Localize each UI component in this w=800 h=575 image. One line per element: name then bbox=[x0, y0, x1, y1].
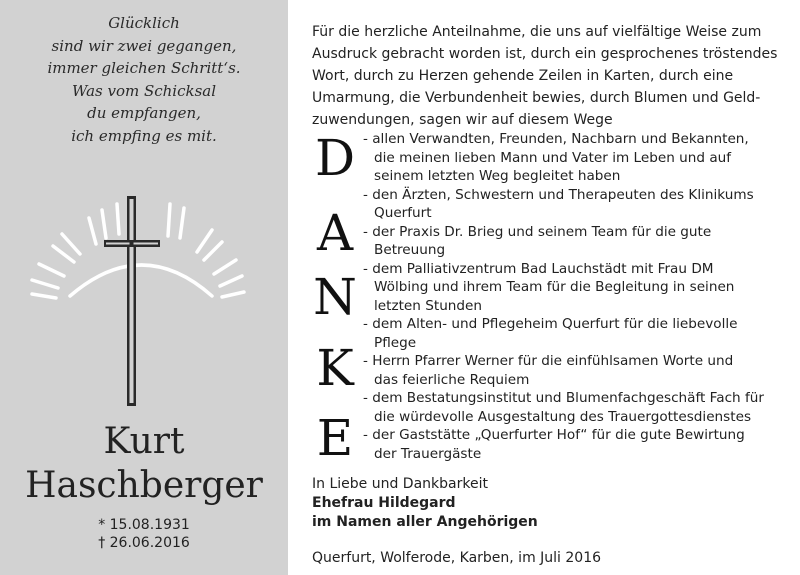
thanks-item-cont: seinem letzten Weg begleitet haben bbox=[374, 168, 621, 184]
thanks-list bbox=[363, 130, 793, 463]
signatory-wife: Ehefrau Hildegard bbox=[312, 495, 456, 511]
intro-text bbox=[312, 21, 792, 131]
thanks-item: - Herrn Pfarrer Werner für die einfühlsamen Worte und bbox=[363, 353, 734, 369]
deceased-last-name: Haschberger bbox=[25, 465, 263, 506]
intro-line: Für die herzliche Anteilnahme, die uns auf vielfältige Weise zum bbox=[312, 24, 762, 40]
thanks-item: - allen Verwandten, Freunden, Nachbarn und Bekannten, bbox=[363, 131, 749, 147]
closing-block bbox=[312, 475, 792, 568]
poem-line: Was vom Schicksal bbox=[71, 81, 217, 100]
poem-line: Glücklich bbox=[108, 14, 180, 32]
thanks-item-cont: die meinen lieben Mann und Vater im Leben und auf bbox=[374, 149, 732, 166]
poem-line: immer gleichen Schritt‘s. bbox=[47, 59, 241, 77]
intro-line: zuwendungen, sagen wir auf diesem Wege bbox=[312, 112, 613, 128]
closing-line: In Liebe und Dankbarkeit bbox=[312, 476, 488, 492]
thanks-item-cont: Betreuung bbox=[374, 242, 446, 258]
thanks-item-cont: Pflege bbox=[374, 334, 417, 351]
danke-letter-e: E bbox=[316, 409, 354, 467]
thanks-item-cont: der Trauergäste bbox=[374, 445, 482, 462]
thanks-item: - der Praxis Dr. Brieg und seinem Team für die gute bbox=[363, 223, 712, 240]
thanks-item: - dem Alten- und Pflegeheim Querfurt für die liebevolle bbox=[363, 316, 738, 332]
poem bbox=[0, 12, 288, 147]
poem-line: ich empfing es mit. bbox=[71, 126, 217, 145]
left-panel bbox=[0, 0, 288, 575]
thanks-item-cont: letzten Stunden bbox=[374, 297, 483, 314]
danke-letter-d: D bbox=[314, 129, 356, 187]
thanks-item: - dem Bestatungsinstitut und Blumenfachgeschäft Fach für bbox=[363, 390, 764, 406]
danke-letter-n: N bbox=[313, 268, 357, 326]
death-date: † 26.06.2016 bbox=[98, 535, 190, 551]
thanks-item-cont: das feierliche Requiem bbox=[374, 371, 530, 388]
intro-line: Wort, durch zu Herzen gehende Zeilen in Karten, durch eine bbox=[312, 68, 734, 84]
birth-date: * 15.08.1931 bbox=[98, 517, 190, 533]
cross-sunrise-icon bbox=[22, 196, 262, 406]
intro-line: Ausdruck gebracht worden ist, durch ein gesprochenes tröstendes bbox=[312, 46, 778, 62]
thanks-item-cont: Querfurt bbox=[374, 205, 432, 221]
thanks-item: - der Gaststätte „Querfurter Hof“ für die gute Bewirtung bbox=[363, 427, 745, 443]
thanks-item: - dem Palliativzentrum Bad Lauchstädt mit Frau DM bbox=[363, 260, 714, 277]
danke-letter-k: K bbox=[316, 339, 354, 397]
cross bbox=[104, 196, 160, 406]
danke-letter-a: A bbox=[316, 204, 354, 262]
deceased-first-name: Kurt bbox=[103, 421, 185, 462]
poem-line: du empfangen, bbox=[87, 104, 201, 122]
thanks-item: - den Ärzten, Schwestern und Therapeuten des Klinikums bbox=[363, 186, 754, 203]
poem-line: sind wir zwei gegangen, bbox=[51, 36, 237, 55]
thanks-item-cont: Wölbing und ihrem Team für die Begleitung in seinen bbox=[374, 279, 735, 295]
signatory-family: im Namen aller Angehörigen bbox=[312, 514, 538, 530]
intro-line: Umarmung, die Verbundenheit bewies, durch Blumen und Geld- bbox=[312, 90, 761, 106]
place-date: Querfurt, Wolferode, Karben, im Juli 2016 bbox=[312, 550, 602, 566]
thanks-item-cont: die würdevolle Ausgestaltung des Trauergottesdienstes bbox=[374, 408, 752, 425]
sun-rays bbox=[32, 204, 244, 298]
